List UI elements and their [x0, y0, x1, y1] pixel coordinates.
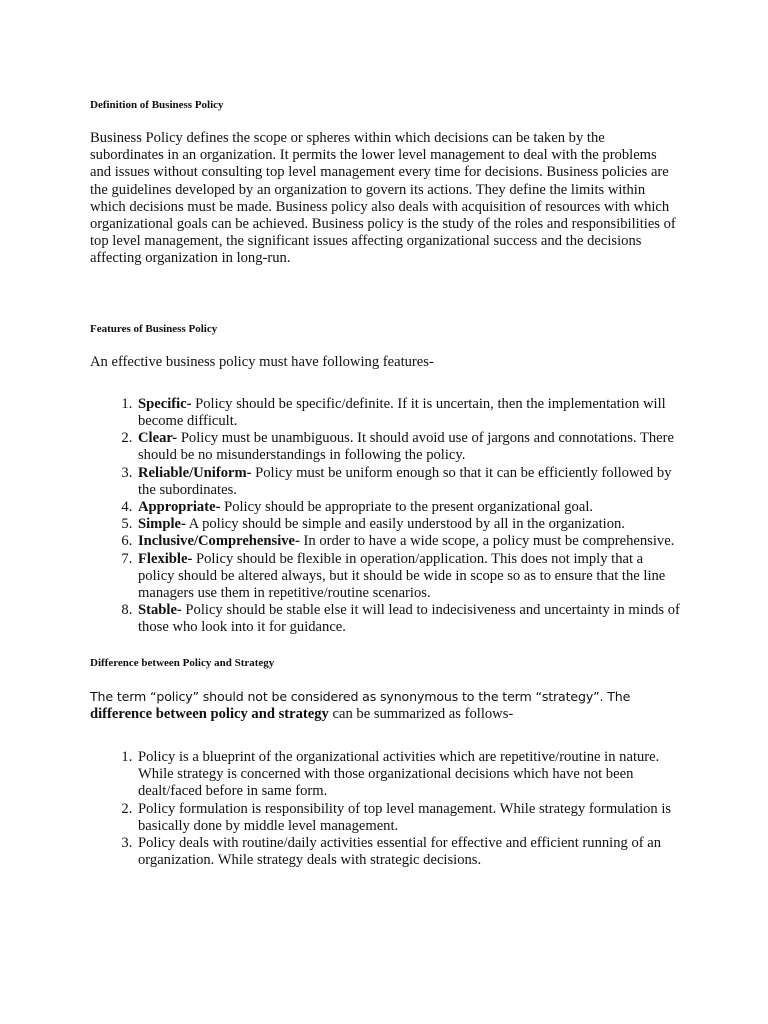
- feature-text: Policy should be flexible in operation/application. This does not imply that a policy should be altered always, but it should be wide in scope so as to ensure that the line managers use them in repetitive/routine scenarios.: [138, 550, 666, 602]
- features-list: [90, 396, 680, 637]
- list-item: [136, 465, 680, 499]
- feature-term: Inclusive/Comprehensive-: [138, 533, 300, 550]
- heading-definition: Definition of Business Policy: [90, 99, 224, 111]
- feature-term: Clear-: [138, 430, 178, 447]
- feature-text: Policy should be stable else it will lead to indecisiveness and uncertainty in minds of those who look into it for guidance.: [138, 602, 680, 636]
- heading-difference: Difference between Policy and Strategy: [90, 656, 275, 669]
- feature-text: A policy should be simple and easily understood by all in the organization.: [185, 516, 625, 533]
- paragraph-features-intro: An effective business policy must have following features-: [90, 353, 434, 370]
- feature-term: Appropriate-: [138, 499, 221, 516]
- feature-term: Specific-: [138, 395, 192, 412]
- list-item: [136, 602, 680, 636]
- difference-intro-bold: difference between policy and strategy: [90, 705, 329, 722]
- feature-text: Policy must be uniform enough so that it can be efficiently followed by the subordinates.: [138, 464, 672, 498]
- feature-text: Policy should be appropriate to the present organizational goal.: [220, 499, 594, 516]
- feature-text: In order to have a wide scope, a policy must be comprehensive.: [299, 533, 675, 550]
- list-item: [136, 396, 680, 430]
- differences-list: [90, 749, 680, 869]
- paragraph-definition: Business Policy defines the scope or spheres within which decisions can be taken by the subordinates in an organization. It permits the lower level management to deal with the problems and issues without consulting top level management every time for decisions. Business policies are the guidelines developed by an organization to govern its actions. They define the limits within which decisions must be made. Business policy also deals with acquisition of resources with which organizational goals can be achieved. Business policy is the study of the roles and responsibilities of top level management, the significant issues affecting organizational success and the decisions affecting organization in long-run.: [90, 130, 676, 267]
- list-item: 2. Policy formulation is responsibility of top level management. While strategy formulation is basically done by middle level management.: [136, 801, 680, 835]
- difference-intro-line: The term “policy” should not be considered as synonymous to the term “strategy”. The: [90, 688, 631, 704]
- heading-features: Features of Business Policy: [90, 322, 218, 335]
- list-item: 3. Policy deals with routine/daily activities essential for effective and efficient running of an organization. While strategy deals with strategic decisions.: [136, 835, 680, 869]
- list-item: [136, 551, 680, 603]
- feature-term: Reliable/Uniform-: [138, 464, 252, 481]
- feature-term: Stable-: [138, 602, 182, 619]
- list-item: [136, 430, 680, 464]
- paragraph-difference-intro: [90, 688, 680, 723]
- feature-text: Policy should be specific/definite. If it is uncertain, then the implementation will become difficult.: [138, 395, 666, 430]
- feature-term: Simple-: [138, 516, 186, 533]
- difference-intro-rest: can be summarized as follows-: [328, 705, 514, 722]
- list-item: 1. Policy is a blueprint of the organizational activities which are repetitive/routine in nature. While strategy is concerned with those organizational decisions which have not been dealt/faced before in same form.: [136, 749, 680, 801]
- feature-text: Policy must be unambiguous. It should avoid use of jargons and connotations. There should be no misunderstandings in following the policy.: [138, 430, 674, 464]
- list-item: [136, 499, 680, 516]
- list-item: [136, 516, 680, 533]
- list-item: [136, 533, 680, 550]
- feature-term: Flexible-: [138, 550, 193, 567]
